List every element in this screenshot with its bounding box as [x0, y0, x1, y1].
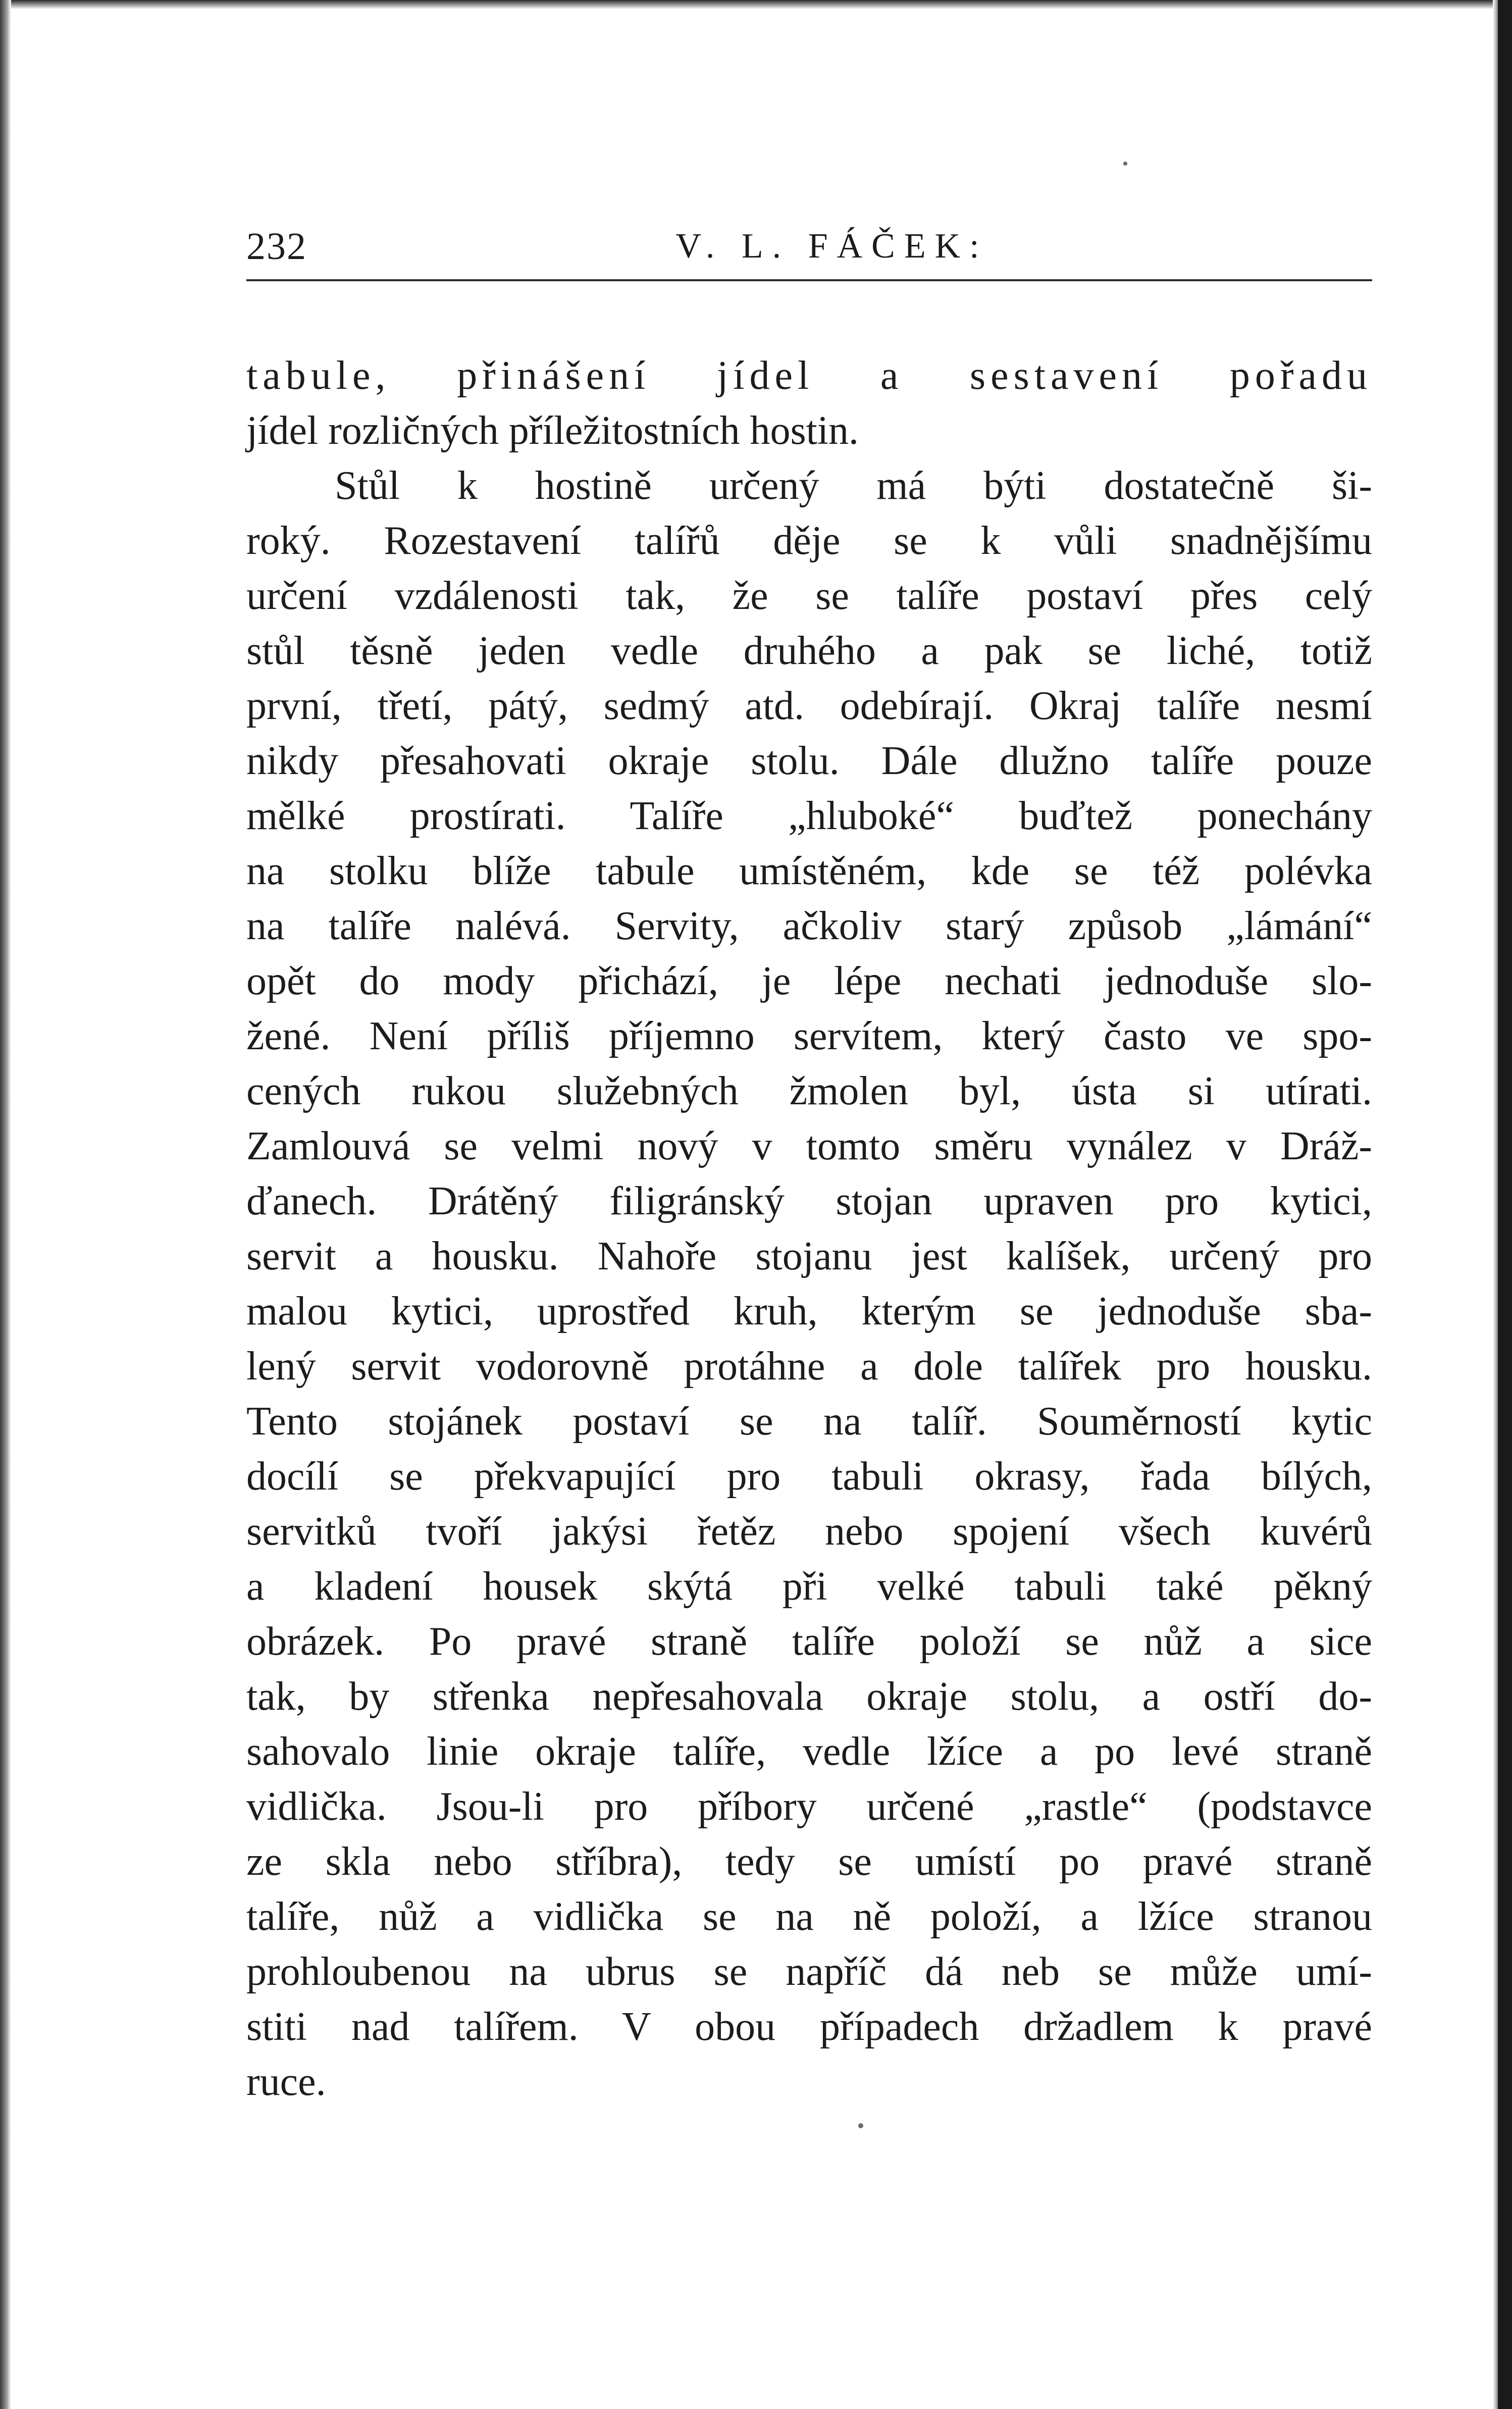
text-line: stůl těsně jeden vedle druhého a pak se liché, totiž — [246, 629, 1372, 673]
text-line: určení vzdálenosti tak, že se talíře postaví přes celý — [246, 574, 1372, 618]
text-line: cených rukou služebných žmolen byl, ústa si utírati. — [246, 1069, 1372, 1113]
text-line: ruce. — [246, 2060, 326, 2104]
scan-edge-right-shadow — [1493, 0, 1498, 2409]
text-line: stiti nad talířem. V obou případech držadlem k pravé — [246, 2005, 1372, 2049]
scan-edge-right — [1498, 0, 1512, 2409]
text-line: tabule, přinášení jídel a sestavení pořadu — [246, 353, 1372, 398]
text-line: na talíře nalévá. Servity, ačkoliv starý způsob „lámání“ — [246, 904, 1372, 948]
text-line: a kladení housek skýtá při velké tabuli také pěkný — [246, 1564, 1372, 1609]
text-line: servit a housku. Nahoře stojanu jest kalíšek, určený pro — [246, 1234, 1372, 1278]
scan-edge-left — [0, 0, 11, 2409]
text-line: Tento stojánek postaví se na talíř. Souměrností kytic — [246, 1399, 1372, 1444]
text-line: na stolku blíže tabule umístěném, kde se též polévka — [246, 849, 1372, 893]
text-line: ďanech. Drátěný filigránský stojan upraven pro kytici, — [246, 1179, 1372, 1223]
text-line: nikdy přesahovati okraje stolu. Dále dlužno talíře pouze — [246, 739, 1372, 783]
print-speck — [1123, 162, 1127, 166]
text-line: žené. Není příliš příjemno servítem, který často ve spo- — [246, 1014, 1372, 1058]
page-number: 232 — [246, 225, 307, 268]
text-line: servitků tvoří jakýsi řetěz nebo spojení všech kuvérů — [246, 1509, 1372, 1554]
page-header — [246, 221, 1372, 277]
text-line: prohloubenou na ubrus se napříč dá neb se může umí- — [246, 1950, 1372, 1994]
text-line: jídel rozličných příležitostních hostin. — [246, 408, 859, 453]
text-line: malou kytici, uprostřed kruh, kterým se jednoduše sba- — [246, 1289, 1372, 1334]
text-line: docílí se překvapující pro tabuli okrasy, řada bílých, — [246, 1454, 1372, 1499]
text-line: roký. Rozestavení talířů děje se k vůli snadnějšímu — [246, 519, 1372, 563]
text-line: opět do mody přichází, je lépe nechati jednoduše slo- — [246, 959, 1372, 1003]
text-line: ze skla nebo stříbra), tedy se umístí po pravé straně — [246, 1839, 1372, 1884]
text-line: obrázek. Po pravé straně talíře položí se nůž a sice — [246, 1619, 1372, 1664]
text-line: Zamlouvá se velmi nový v tomto směru vynález v Dráž- — [246, 1124, 1372, 1168]
text-line: lený servit vodorovně protáhne a dole talířek pro housku. — [246, 1344, 1372, 1389]
body-text — [246, 348, 1372, 2110]
running-head: V. L. FÁČEK: — [675, 227, 988, 266]
header-rule — [246, 279, 1372, 281]
print-speck — [858, 2123, 863, 2128]
text-line: tak, by střenka nepřesahovala okraje stolu, a ostří do- — [246, 1674, 1372, 1719]
text-line: Stůl k hostině určený má býti dostatečně ši- — [335, 464, 1372, 508]
text-line: vidlička. Jsou-li pro příbory určené „rastle“ (podstavce — [246, 1784, 1372, 1829]
text-line: mělké prostírati. Talíře „hluboké“ buďtež ponechány — [246, 794, 1372, 838]
text-line: první, třetí, pátý, sedmý atd. odebírají. Okraj talíře nesmí — [246, 684, 1372, 728]
text-line: talíře, nůž a vidlička se na ně položí, a lžíce stranou — [246, 1894, 1372, 1939]
scan-edge-top — [0, 0, 1512, 9]
text-line: sahovalo linie okraje talíře, vedle lžíce a po levé straně — [246, 1729, 1372, 1774]
